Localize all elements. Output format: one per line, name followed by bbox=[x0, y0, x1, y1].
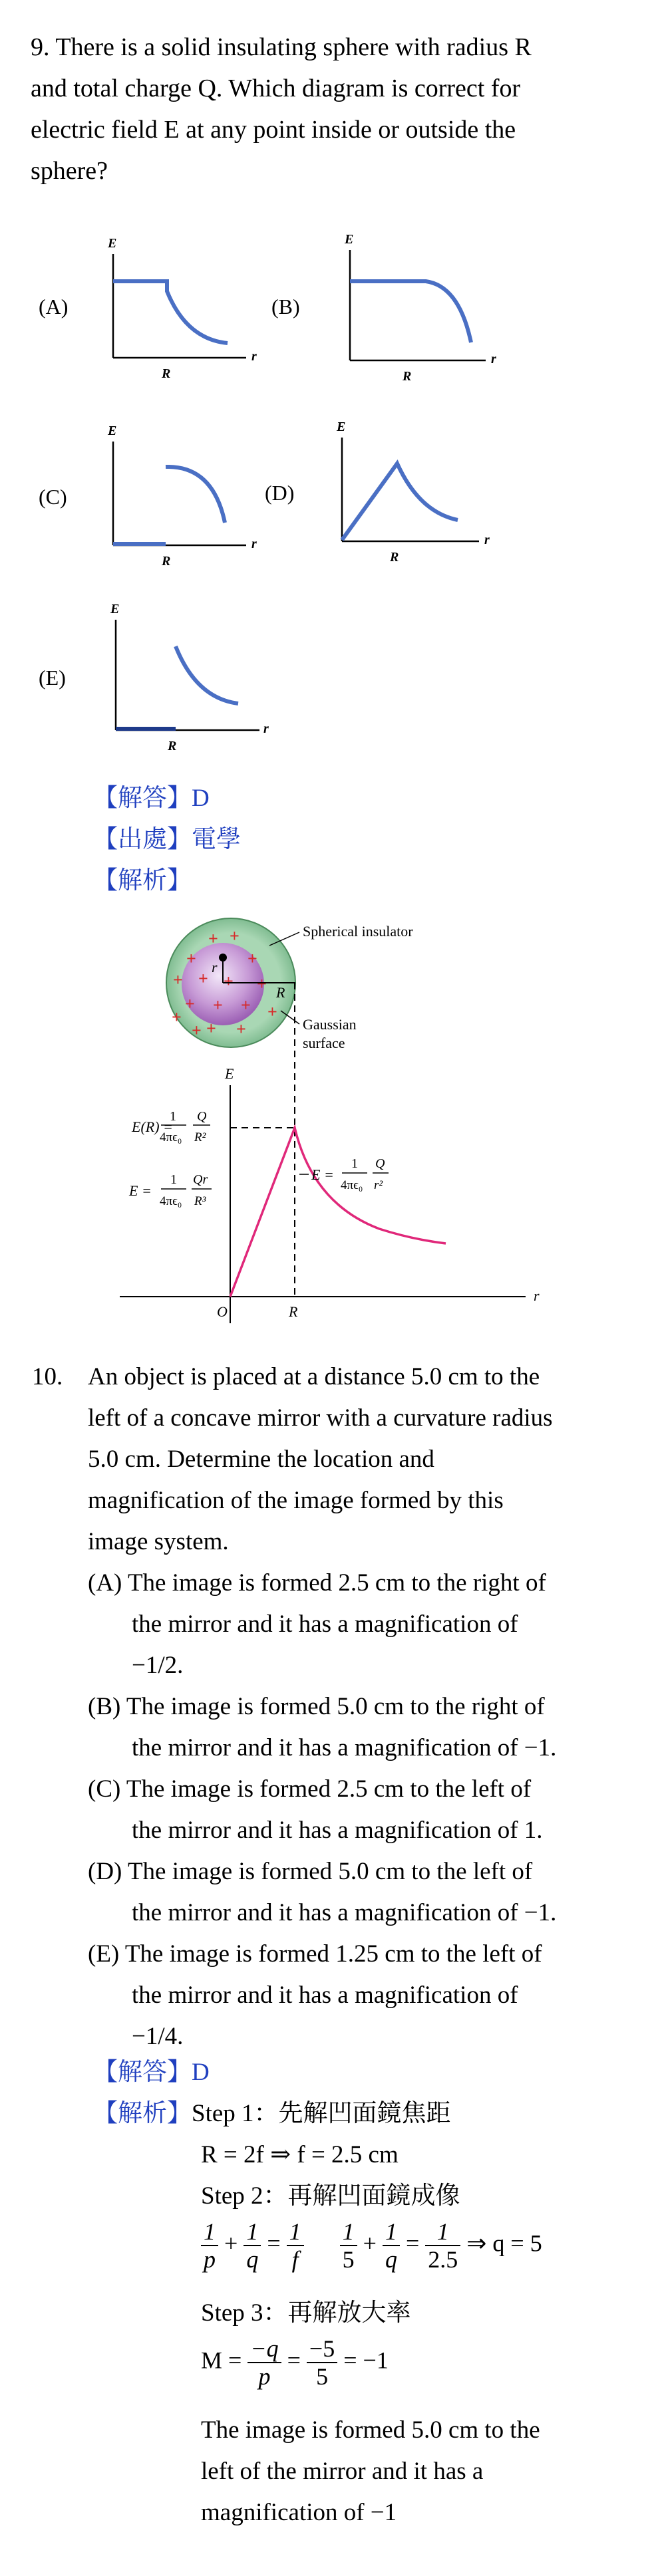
fig-gaussian-label-1: Gaussian bbox=[303, 1016, 357, 1033]
fig-Ein-lhs: E = bbox=[129, 1182, 152, 1199]
option-e-R-label: R bbox=[168, 739, 177, 753]
q10-step2: Step 2：再解凹面鏡成像 bbox=[201, 2182, 460, 2210]
fig-Eout-one: 1 bbox=[351, 1156, 358, 1171]
option-c-label: (C) bbox=[39, 485, 67, 509]
fig-Ein-4pie0: 4πϵ₀ bbox=[160, 1194, 182, 1208]
svg-text:+: + bbox=[230, 926, 240, 946]
option-d-y-label: E bbox=[337, 420, 346, 434]
fig-field-curve bbox=[230, 1128, 446, 1297]
q9-source-tag: 【出處】 bbox=[93, 826, 192, 853]
q10-option-b bbox=[88, 1686, 556, 1769]
fig-r-small: r bbox=[212, 959, 218, 975]
sphere-field-figure bbox=[100, 911, 566, 1330]
question-9-stem bbox=[31, 27, 629, 192]
svg-text:+: + bbox=[213, 995, 223, 1015]
q10-magnification-equation: M = $\frac{-q}{p}$ = $\frac{-5}{5}$ = −1 bbox=[201, 2335, 389, 2390]
q10-step1: Step 1：先解凹面鏡焦距 bbox=[192, 2100, 451, 2127]
q10-option-a-line-1: (A) The image is formed 2.5 cm to the right of bbox=[88, 1569, 546, 1597]
q10-answer-row bbox=[93, 2052, 210, 2093]
q10-option-d-line-2: the mirror and it has a magnification of −1. bbox=[132, 1899, 557, 1926]
option-e-x-label: r bbox=[263, 721, 269, 736]
q9-option-graphs bbox=[27, 213, 532, 765]
q10-option-a-line-3: −1/2. bbox=[132, 1652, 184, 1679]
q10-conclusion-line-3: magnification of −1 bbox=[201, 2499, 397, 2526]
q10-option-e-line-3: −1/4. bbox=[132, 2023, 184, 2050]
svg-text:+: + bbox=[267, 1002, 277, 1021]
q10-conclusion-line-1: The image is formed 5.0 cm to the bbox=[201, 2416, 540, 2444]
q10-option-c-line-2: the mirror and it has a magnification of 1. bbox=[132, 1817, 543, 1844]
q9-analysis-tag: 【解析】 bbox=[93, 867, 192, 894]
fig-ER-Q: Q bbox=[197, 1109, 207, 1124]
fig-gaussian-label-2: surface bbox=[303, 1035, 345, 1051]
svg-text:+: + bbox=[206, 1019, 216, 1038]
q9-source-row bbox=[93, 819, 241, 860]
option-a-x-label: r bbox=[251, 349, 257, 364]
fig-ER-lhs: E(R) = bbox=[132, 1118, 173, 1135]
fig-ER-one: 1 bbox=[170, 1109, 176, 1124]
fig-Eout-r2: r² bbox=[374, 1178, 383, 1192]
option-b-x-label: r bbox=[491, 352, 496, 366]
fig-Eout-4pie0: 4πϵ₀ bbox=[341, 1178, 363, 1192]
q10-stem-line-1: An object is placed at a distance 5.0 cm to the bbox=[88, 1363, 540, 1390]
option-b-y-label: E bbox=[345, 232, 354, 247]
q9-line-4: sphere? bbox=[31, 157, 108, 185]
q10-options bbox=[88, 1563, 556, 2057]
fig-E-inside-expression bbox=[128, 1172, 212, 1208]
q9-source-value: 電學 bbox=[192, 826, 241, 853]
option-a-curve bbox=[113, 281, 228, 343]
option-e-y-label: E bbox=[110, 602, 120, 616]
fig-ER-expression bbox=[131, 1109, 210, 1144]
fig-ER-4pie0: 4πϵ₀ bbox=[160, 1130, 182, 1144]
q10-step3: Step 3：再解放大率 bbox=[201, 2299, 411, 2327]
q10-answer-tag: 【解答】 bbox=[93, 2059, 192, 2086]
fig-ER-R2: R² bbox=[194, 1130, 206, 1144]
q9-answer-row bbox=[93, 778, 210, 819]
q10-analysis-tag: 【解析】 bbox=[93, 2100, 192, 2127]
svg-text:+: + bbox=[185, 994, 195, 1013]
q10-mirror-equation: $\frac{1}{p}$ + $\frac{1}{q}$ = $\frac{1}{f}$ $\frac{1}{5}$ + $\frac{1}{q}$ = $\frac{1}{2.5}$ ⇒ q = 5 bbox=[201, 2218, 542, 2273]
svg-text:+: + bbox=[172, 1007, 182, 1027]
svg-text:+: + bbox=[173, 970, 183, 989]
q9-line-1: 9. There is a solid insulating sphere with radius R bbox=[31, 33, 532, 61]
q10-number: 10. bbox=[32, 1363, 63, 1390]
fig-E-axis-label: E bbox=[225, 1065, 234, 1082]
svg-text:+: + bbox=[198, 969, 208, 988]
svg-text:+: + bbox=[247, 949, 257, 968]
q10-option-c-line-1: (C) The image is formed 2.5 cm to the left of bbox=[88, 1775, 532, 1803]
svg-text:+: + bbox=[241, 995, 251, 1015]
svg-text:+: + bbox=[208, 929, 218, 948]
q9-line-2: and total charge Q. Which diagram is correct for bbox=[31, 74, 521, 102]
q9-line-3: electric field E at any point inside or outside the bbox=[31, 116, 516, 144]
q10-analysis-row bbox=[93, 2093, 451, 2134]
option-c-y-label: E bbox=[108, 424, 117, 438]
q9-answer-value: D bbox=[192, 785, 210, 812]
option-a-y-label: E bbox=[108, 236, 117, 251]
q10-option-c bbox=[88, 1769, 556, 1851]
option-e-curve bbox=[176, 646, 238, 704]
q10-option-d-line-1: (D) The image is formed 5.0 cm to the left of bbox=[88, 1858, 533, 1885]
option-a-graph bbox=[39, 236, 257, 381]
q10-stem bbox=[88, 1356, 553, 1563]
fig-R-label: R bbox=[276, 984, 285, 1001]
q10-option-e bbox=[88, 1934, 556, 2057]
q10-conclusion bbox=[201, 2410, 540, 2533]
option-c-graph bbox=[39, 424, 257, 569]
svg-text:+: + bbox=[236, 1019, 246, 1039]
q10-answer-value: D bbox=[192, 2059, 210, 2086]
option-a-label: (A) bbox=[39, 295, 69, 319]
option-d-label: (D) bbox=[265, 481, 295, 505]
option-b-label: (B) bbox=[271, 295, 300, 319]
q10-stem-line-4: magnification of the image formed by this bbox=[88, 1487, 504, 1514]
svg-text:+: + bbox=[192, 1021, 202, 1040]
q10-stem-line-5: image system. bbox=[88, 1528, 229, 1555]
fig-R-axis-mark: R bbox=[289, 1303, 298, 1320]
svg-text:+: + bbox=[257, 974, 267, 993]
svg-text:+: + bbox=[186, 949, 196, 968]
option-d-graph bbox=[265, 420, 490, 565]
fig-insulator-label: Spherical insulator bbox=[303, 923, 413, 940]
svg-text:+: + bbox=[224, 971, 234, 991]
fig-Eout-Q: Q bbox=[375, 1156, 385, 1171]
q9-answer-tag: 【解答】 bbox=[93, 785, 192, 812]
fig-E-outside-expression bbox=[299, 1156, 389, 1192]
option-b-graph bbox=[271, 232, 496, 384]
q10-option-a bbox=[88, 1563, 556, 1686]
fig-Ein-R3: R³ bbox=[194, 1194, 206, 1208]
option-c-curve bbox=[166, 467, 225, 523]
q10-option-b-line-2: the mirror and it has a magnification of −1. bbox=[132, 1734, 557, 1761]
option-e-label: (E) bbox=[39, 666, 66, 690]
option-d-x-label: r bbox=[484, 533, 490, 547]
fig-origin-label: O bbox=[217, 1303, 228, 1320]
option-d-R-label: R bbox=[390, 550, 399, 565]
fig-Ein-Qr: Qr bbox=[193, 1172, 208, 1187]
option-d-curve bbox=[342, 463, 458, 540]
q10-conclusion-line-2: left of the mirror and it has a bbox=[201, 2458, 484, 2485]
option-b-curve bbox=[350, 281, 471, 342]
fig-r-axis-label: r bbox=[534, 1287, 540, 1304]
option-e-graph bbox=[39, 602, 269, 753]
q10-option-b-line-1: (B) The image is formed 5.0 cm to the right of bbox=[88, 1693, 545, 1720]
q9-analysis-row bbox=[93, 860, 192, 902]
option-c-R-label: R bbox=[162, 554, 171, 569]
q10-option-d bbox=[88, 1851, 556, 1934]
option-c-x-label: r bbox=[251, 537, 257, 551]
q10-option-e-line-1: (E) The image is formed 1.25 cm to the left of bbox=[88, 1940, 542, 1968]
fig-Ein-one: 1 bbox=[170, 1172, 177, 1187]
option-a-R-label: R bbox=[162, 366, 171, 381]
option-b-R-label: R bbox=[403, 369, 412, 384]
fig-Eout-lhs: E = bbox=[311, 1166, 334, 1183]
q10-stem-line-2: left of a concave mirror with a curvature radius bbox=[88, 1404, 553, 1432]
q10-step1-eq: R = 2f ⇒ f = 2.5 cm bbox=[201, 2141, 399, 2168]
q10-option-e-line-2: the mirror and it has a magnification of bbox=[132, 1982, 518, 2009]
q10-option-a-line-2: the mirror and it has a magnification of bbox=[132, 1610, 518, 1638]
q10-stem-line-3: 5.0 cm. Determine the location and bbox=[88, 1446, 434, 1473]
